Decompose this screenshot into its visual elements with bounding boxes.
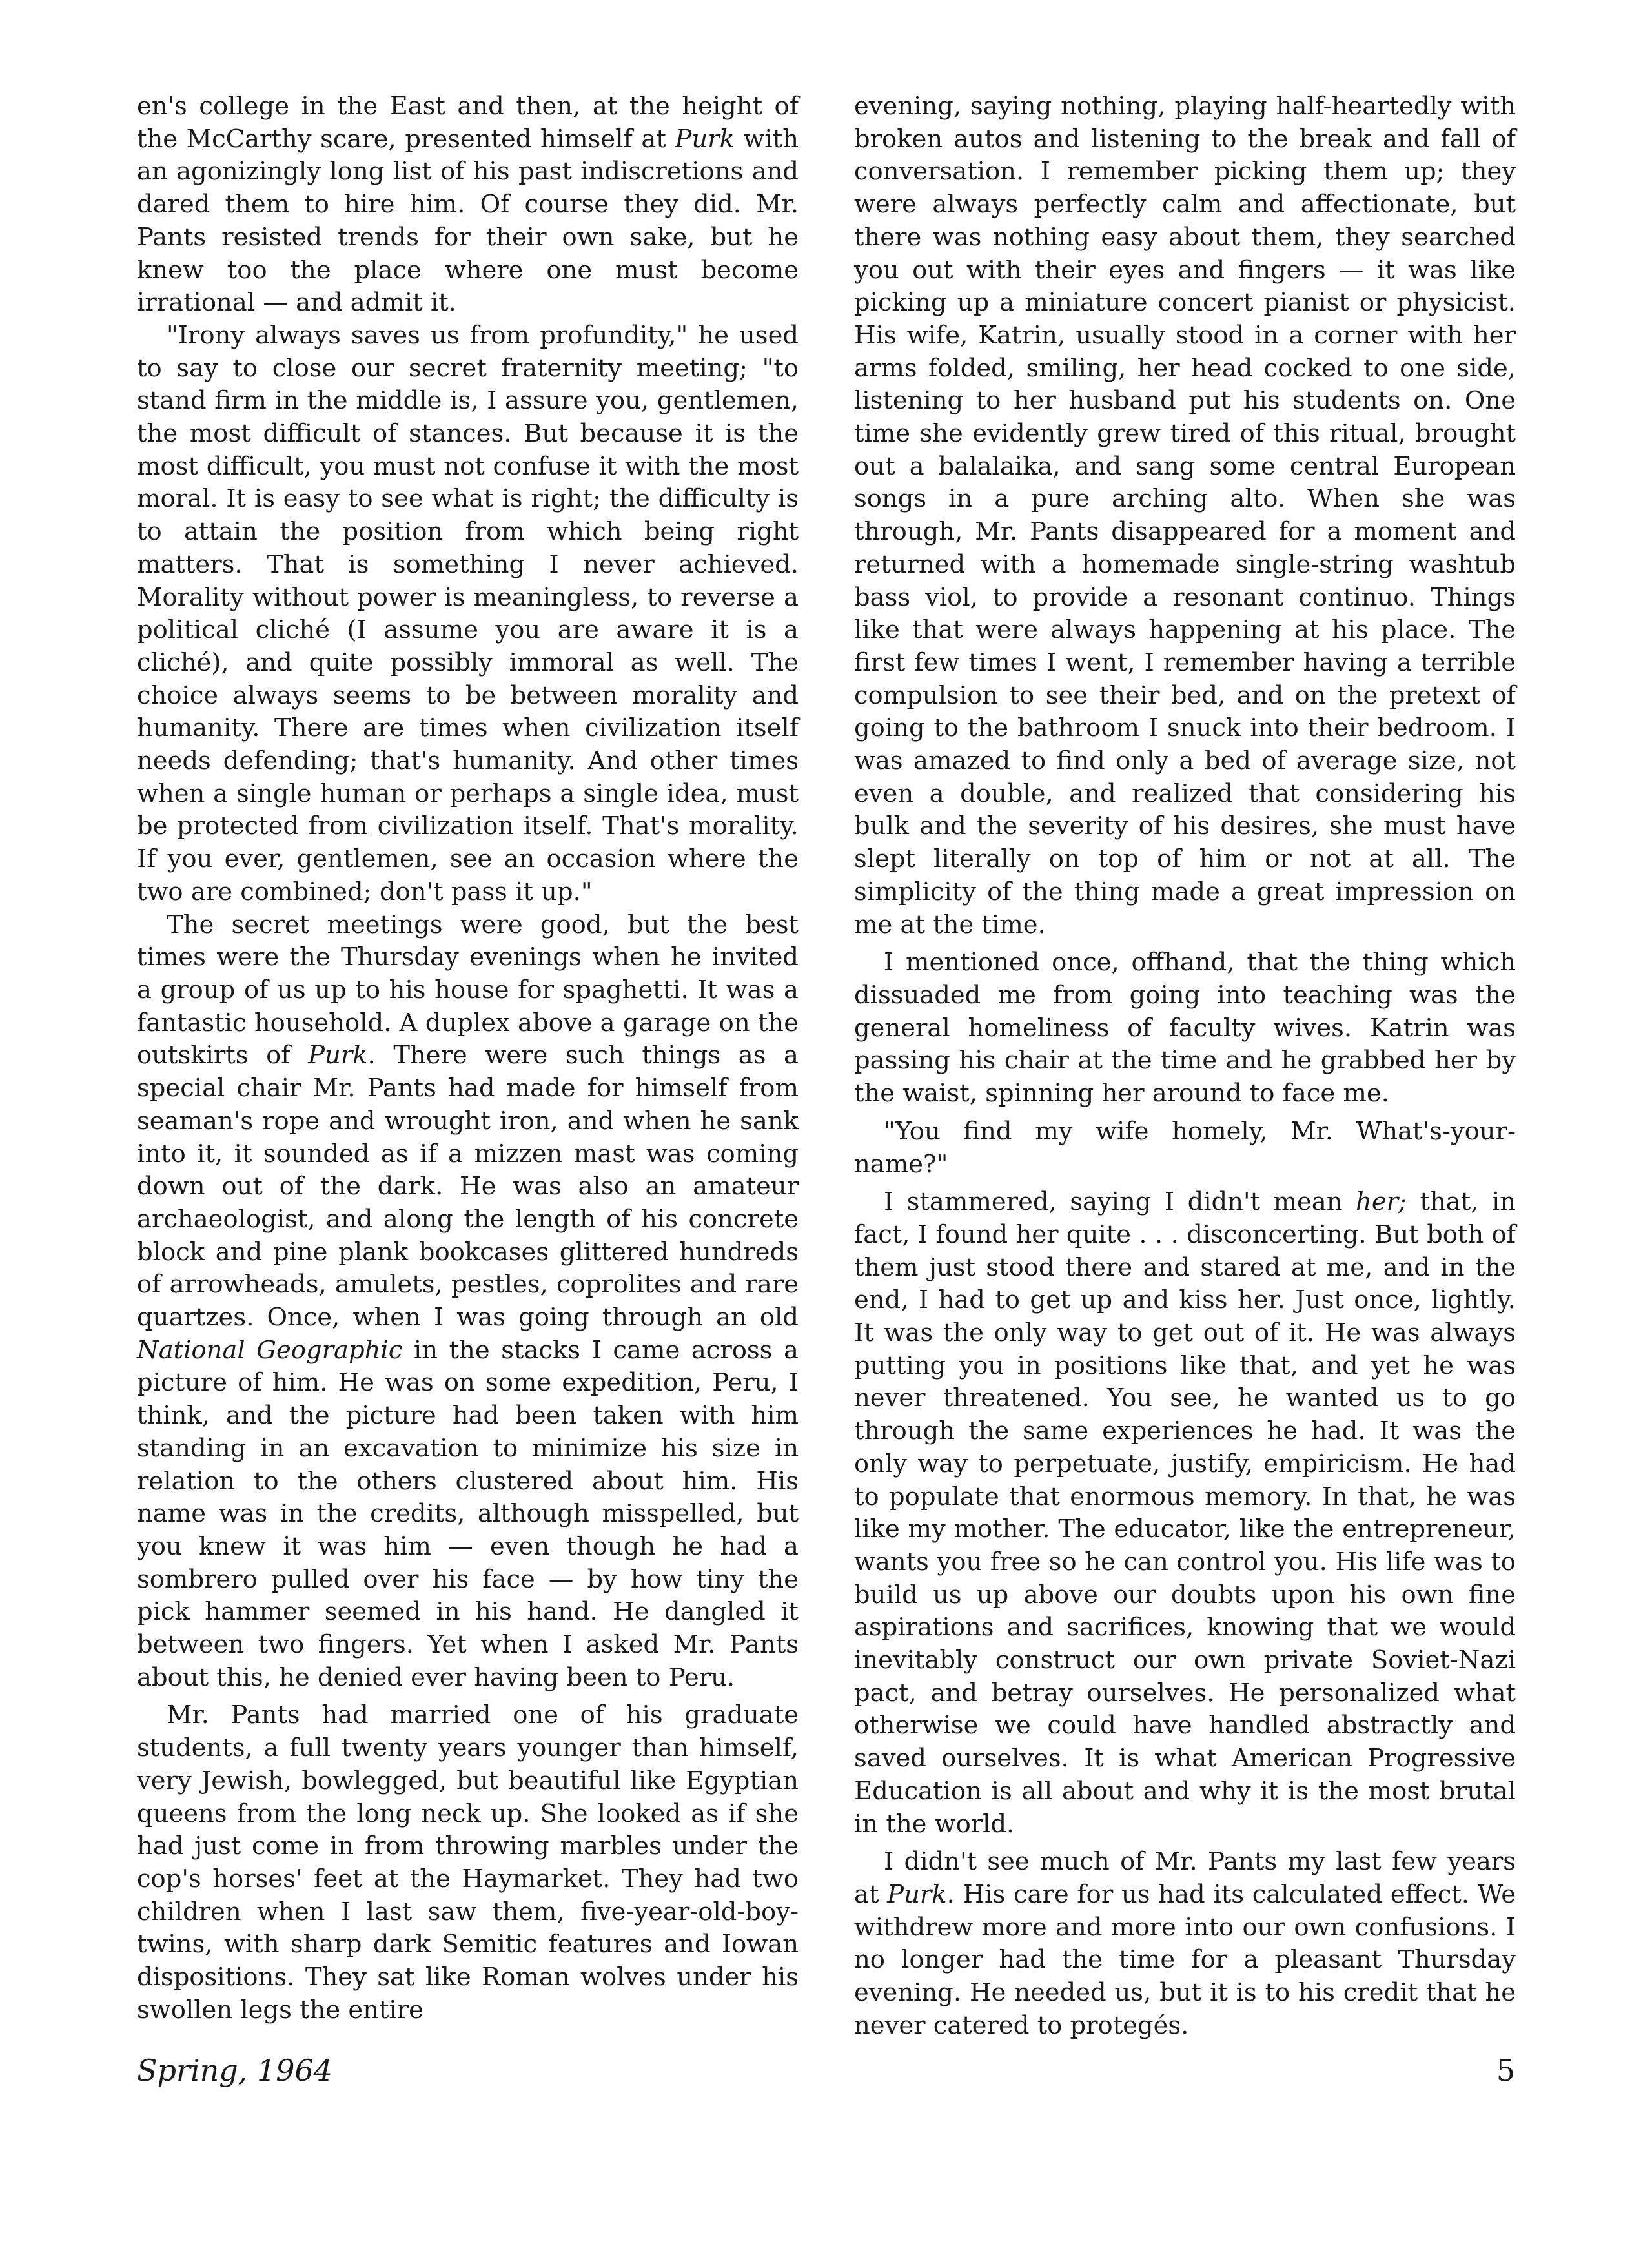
paragraph: "You find my wife homely, Mr. What's-your-name?"	[854, 1116, 1516, 1179]
paragraph: Mr. Pants had married one of his graduate students, a full twenty years younger than himself, very Jewish, bowlegged, but beautiful like Egyptian queens from the long neck up. She looked as if she had just come in from throwing marbles under the cop's horses' feet at the Haymarket. They had two children when I last saw them, five-year-old-boy-twins, with sharp dark Semitic features and Iowan dispositions. They sat like Roman wolves under his swollen legs the entire	[137, 1700, 799, 2025]
paragraph: en's college in the East and then, at the height of the McCarthy scare, presented himself at Purk with an agonizingly long list of his past indiscretions and dared them to hire him. Of course they did. Mr. Pants resisted trends for their own sake, but he knew too the place where one must become irrational — and admit it.	[137, 92, 799, 318]
paragraph: evening, saying nothing, playing half-heartedly with broken autos and listening to the break and fall of conversation. I remember picking them up; they were always perfectly calm and affectionate, but there was nothing easy about them, they searched you out with their eyes and fingers — it was like picking up a miniature concert pianist or physicist. His wife, Katrin, usually stood in a corner with her arms folded, smiling, her head cocked to one side, listening to her husband put his students on. One time she evidently grew tired of this ritual, brought out a balalaika, and sang some central European songs in a pure arching alto. When she was through, Mr. Pants disappeared for a moment and returned with a homemade single-string washtub bass viol, to provide a resonant continuo. Things like that were always happening at his place. The first few times I went, I remember having a terrible compulsion to see their bed, and on the pretext of going to the bathroom I snuck into their bedroom. I was amazed to find only a bed of average size, not even a double, and realized that considering his bulk and the severity of his desires, she must have slept literally on top of him or not at all. The simplicity of the thing made a great impression on me at the time.	[854, 92, 1516, 939]
issue-date: Spring, 1964	[137, 2053, 333, 2088]
paragraph: "Irony always saves us from profundity," he used to say to close our secret fraternity meeting; "to stand firm in the middle is, I assure you, gentlemen, the most difficult of stances. But because it is the most difficult, you must not confuse it with the most moral. It is easy to see what is right; the difficulty is to attain the position from which being right matters. That is something I never achieved. Morality without power is meaningless, to reverse a political cliché (I assume you are aware it is a cliché), and quite possibly immoral as well. The choice always seems to be between morality and humanity. There are times when civilization itself needs defending; that's humanity. And other times when a single human or perhaps a single idea, must be protected from civilization itself. That's morality. If you ever, gentlemen, see an occasion where the two are combined; don't pass it up."	[137, 320, 799, 906]
paragraph: I stammered, saying I didn't mean her; that, in fact, I found her quite . . . disconcerting. But both of them just stood there and stared at me, and in the end, I had to get up and kiss her. Just once, lightly. It was the only way to get out of it. He was always putting you in positions like that, and yet he was never threatened. You see, he wanted us to go through the same experiences he had. It was the only way to perpetuate, justify, empiricism. He had to populate that enormous memory. In that, he was like my mother. The educator, like the entrepreneur, wants you free so he can control you. His life was to build us up above our doubts upon his own fine aspirations and sacrifices, knowing that we would inevitably construct our own private Soviet-Nazi pact, and betray ourselves. He personalized what otherwise we could have handled abstractly and saved ourselves. It is what American Progressive Education is all about and why it is the most brutal in the world.	[854, 1187, 1516, 1839]
left-text-column	[137, 90, 799, 2027]
paragraph: I didn't see much of Mr. Pants my last few years at Purk. His care for us had its calculated effect. We withdrew more and more into our own confusions. I no longer had the time for a pleasant Thursday evening. He needed us, but it is to his credit that he never catered to protegés.	[854, 1847, 1516, 2040]
paragraph: The secret meetings were good, but the best times were the Thursday evenings when he invited a group of us up to his house for spaghetti. It was a fantastic household. A duplex above a garage on the outskirts of Purk. There were such things as a special chair Mr. Pants had made for himself from seaman's rope and wrought iron, and when he sank into it, it sounded as if a mizzen mast was coming down out of the dark. He was also an amateur archaeologist, and along the length of his concrete block and pine plank bookcases glittered hundreds of arrowheads, amulets, pestles, coprolites and rare quartzes. Once, when I was going through an old National Geographic in the stacks I came across a picture of him. He was on some expedition, Peru, I think, and the picture had been taken with him standing in an excavation to minimize his size in relation to the others clustered about him. His name was in the credits, although misspelled, but you knew it was him — even though he had a sombrero pulled over his face — by how tiny the pick hammer seemed in his hand. He dangled it between two fingers. Yet when I asked Mr. Pants about this, he denied ever having been to Peru.	[137, 910, 799, 1692]
page-footer	[137, 2053, 1515, 2092]
page-number: 5	[1496, 2053, 1515, 2088]
right-text-column	[854, 90, 1516, 2042]
paragraph: I mentioned once, offhand, that the thing which dissuaded me from going into teaching was the general homeliness of faculty wives. Katrin was passing his chair at the time and he grabbed her by the waist, spinning her around to face me.	[854, 948, 1516, 1108]
